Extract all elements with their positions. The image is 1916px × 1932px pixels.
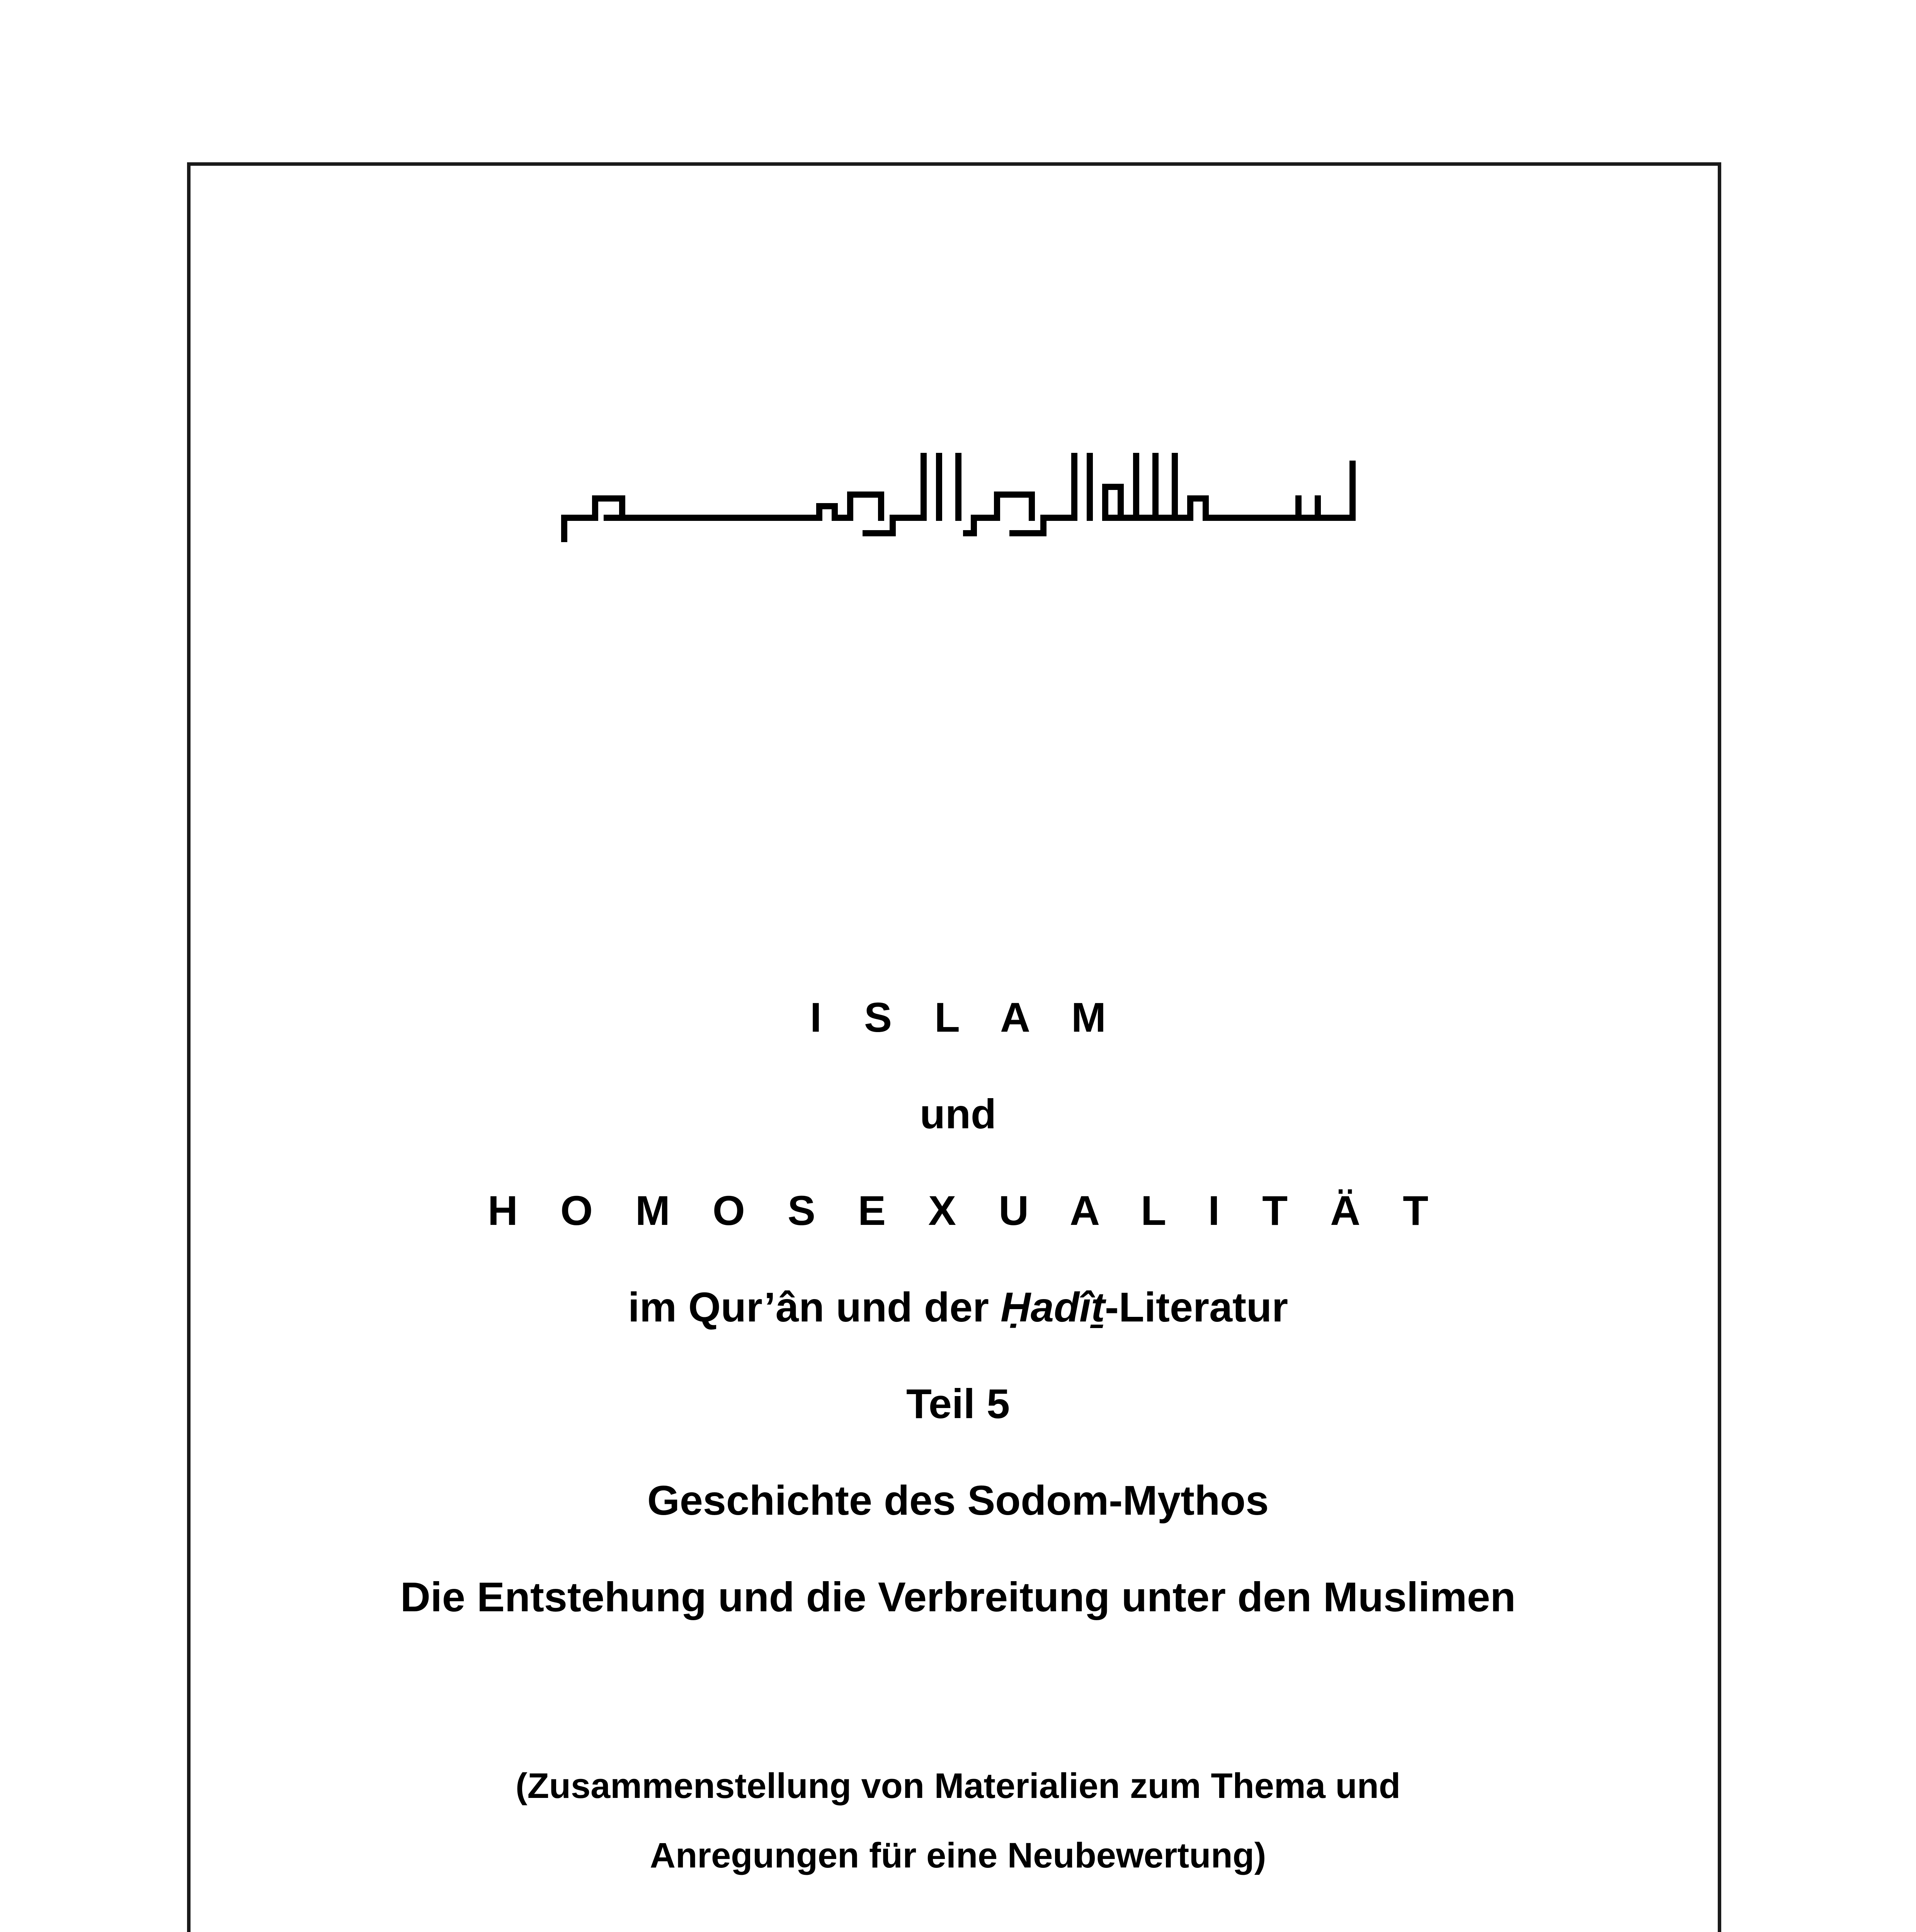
title-quran-suffix: -Literatur <box>1105 1284 1288 1330</box>
title-homosexualitaet: H O M O S E X U A L I T Ä T <box>487 1187 1444 1234</box>
title-hadit: Ḥadîṯ <box>1001 1284 1105 1330</box>
basmala-calligraphy-icon <box>549 440 1360 545</box>
title-und: und <box>920 1090 996 1137</box>
basmala-calligraphy-svg <box>549 440 1360 545</box>
title-quran-hadit <box>0 1283 1916 1331</box>
subtitle-line-2: Anregungen für eine Neubewertung) <box>650 1836 1266 1875</box>
title-geschichte: Geschichte des Sodom-Mythos <box>647 1477 1269 1524</box>
page-border <box>187 162 1721 1932</box>
title-teil: Teil 5 <box>906 1380 1010 1427</box>
title-entstehung: Die Entstehung und die Verbreitung unter den Muslimen <box>400 1573 1516 1620</box>
subtitle-line-1: (Zusammenstellung von Materialien zum Thema und <box>515 1766 1401 1806</box>
title-islam: I S L A M <box>810 994 1122 1041</box>
title-quran-prefix: im Qur’ân und der <box>628 1284 1001 1330</box>
